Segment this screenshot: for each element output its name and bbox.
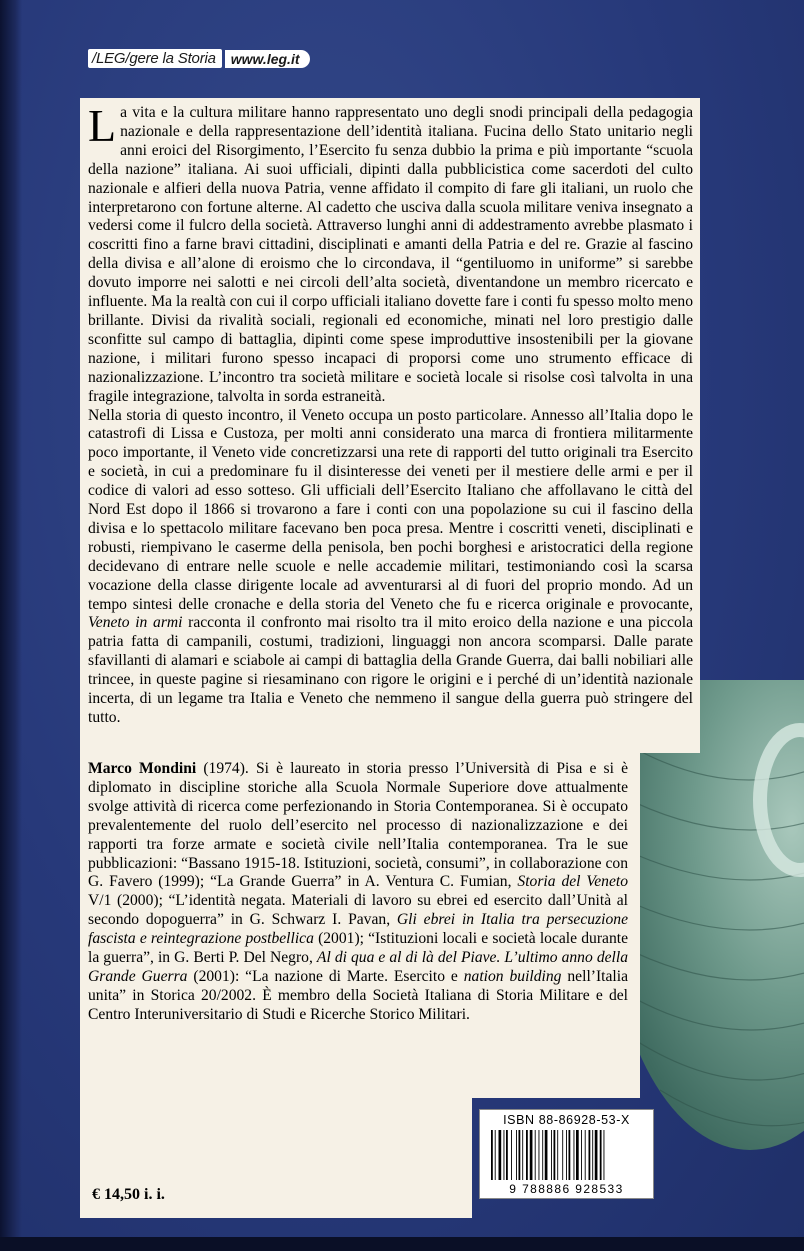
publisher-website[interactable]: www.leg.it: [225, 50, 310, 68]
author-bio: Marco Mondini (1974). Si è laureato in storia presso l’Università di Pisa e si è diplomato in discipline storiche alla Scuola Normale Superiore dove attualmente svolge attività di ricerca come perfezionando in Storia Contemporanea. Si è occupato prevalentemente del ruolo dell’esercito nel processo di nazionalizzazione e dei rapporti tra forze armate e società civile nell’Italia contemporanea. Tra le sue pubblicazioni: “Bassano 1915-18. Istituzioni, società, consumi”, in collaborazione con G. Favero (1999); “La Grande Guerra” in A. Ventura C. Fumian, Storia del Veneto V/1 (2000); “L’identità negata. Materiali di lavoro su ebrei ed esercito dall’Unità al secondo dopoguerra” in G. Schwarz I. Pavan, Gli ebrei in Italia tra persecuzione fascista e reintegrazione postbellica (2001); “Istituzioni locali e società locale durante la guerra”, in G. Berti P. Del Negro, Al di qua e al di là del Piave. L’ultimo anno della Grande Guerra (2001): “La nazione di Marte. Esercito e nation building nell’Italia unita” in Storica 20/2002. È membro della Società Italiana di Storia Militare e del Centro Interuniversitario di Studi e Ricerche Storico Militari.: [88, 760, 628, 1023]
dropcap: L: [88, 100, 117, 151]
cover-bottom-edge: [0, 1237, 804, 1251]
publisher-logo: /LEG/gere la Storia: [88, 49, 222, 68]
description-paragraph-2: Nella storia di questo incontro, il Veneto occupa un posto particolare. Annesso all’Italia dopo le catastrofi di Lissa e Custoza, per molti anni considerato una marca di frontiera militarmente poco importante, il Veneto vide concretizzarsi una rete di rapporti del tutto originali tra Esercito e società, in cui a predominare fu il disinteresse dei veneti per il mestiere delle armi e per il codice di valori ad esso sotteso. Gli ufficiali dell’Esercito Italiano che affollavano le città del Nord Est dopo il 1866 si trovarono a fare i conti con una popolazione su cui il fascino della divisa e lo spettacolo militare facevano ben poca presa. Mentre i coscritti veneti, disciplinati e robusti, riempivano le caserme della penisola, ben pochi borghesi e aristocratici della regione decidevano di entrare nelle scuole e nelle accademie militari, testimoniando così la scarsa vocazione della classe dirigente locale ad avventurarsi al di fuori del proprio mondo. Ad un tempo sintesi delle cronache e della storia del Veneto che fu e ricerca originale e provocante, Veneto in armi racconta il confronto mai risolto tra il mito eroico della nazione e una piccola patria fatta di campanili, costumi, tradizioni, linguaggi non ancora scomparsi. Dalle parate sfavillanti di alamari e sciabole ai campi di battaglia della Grande Guerra, dai balli nobiliari alle trincee, in queste pagine si riesaminano con rigore le origini e i perché di un’identità nazionale incerta, di un legame tra Italia e Veneto che nemmeno il sangue della guerra può stringere del tutto.: [88, 406, 693, 726]
book-description: [88, 100, 693, 728]
description-paragraph-1: La vita e la cultura militare hanno rappresentato uno degli snodi principali della pedagogia nazionale e della rappresentazione dell’identità italiana. Fucina dello Stato unitario negli anni eroici del Risorgimento, l’Esercito fu senza dubbio la prima e più importante “scuola della nazione” italiana. Ai suoi ufficiali, dipinti dalla pubblicistica come sacerdoti del culto nazionale e alfieri della nuova Patria, venne affidato il compito di fare gli italiani, un ruolo che interpretarono con fortune alterne. Al cadetto che usciva dalla scuola militare veniva insegnato a vedersi come il fulcro della società. Attraverso lunghi anni di addestramento avrebbe plasmato i coscritti fino a farne bravi cittadini, disciplinati e amanti della Patria e del re. Grazie al fascino della divisa e all’alone di eroismo che lo circondava, il “gentiluomo in uniforme” si sarebbe dovuto imporre nei salotti e nei circoli dell’alta società, diventandone un membro ricercato e influente. Ma la realtà con cui il corpo ufficiali italiano dovette fare i conti fu spesso molto meno brillante. Divisi da rivalità sociali, regionali ed economiche, minati nel loro prestigio dalle sconfitte sul campo di battaglia, dipinti come spese improduttive insostenibili per la giovane nazione, i militari furono spesso incapaci di proporsi come uno strumento efficace di nazionalizzazione. L’incontro tra società militare e società locale si risolse così talvolta in una fragile integrazione, talvolta in sorda estraneità.: [88, 100, 693, 405]
isbn-barcode-box: [479, 1109, 654, 1199]
isbn-label: ISBN 88-86928-53-X: [503, 1113, 630, 1127]
book-title: Veneto in armi: [88, 614, 183, 632]
price-label: € 14,50 i. i.: [92, 1186, 165, 1203]
cover-edge-shadow: [0, 0, 22, 1251]
author-name: Marco Mondini: [88, 760, 197, 777]
barcode-digits: 9 788886 928533: [509, 1182, 624, 1196]
publisher-banner: [88, 49, 310, 68]
barcode-icon: [490, 1130, 645, 1180]
